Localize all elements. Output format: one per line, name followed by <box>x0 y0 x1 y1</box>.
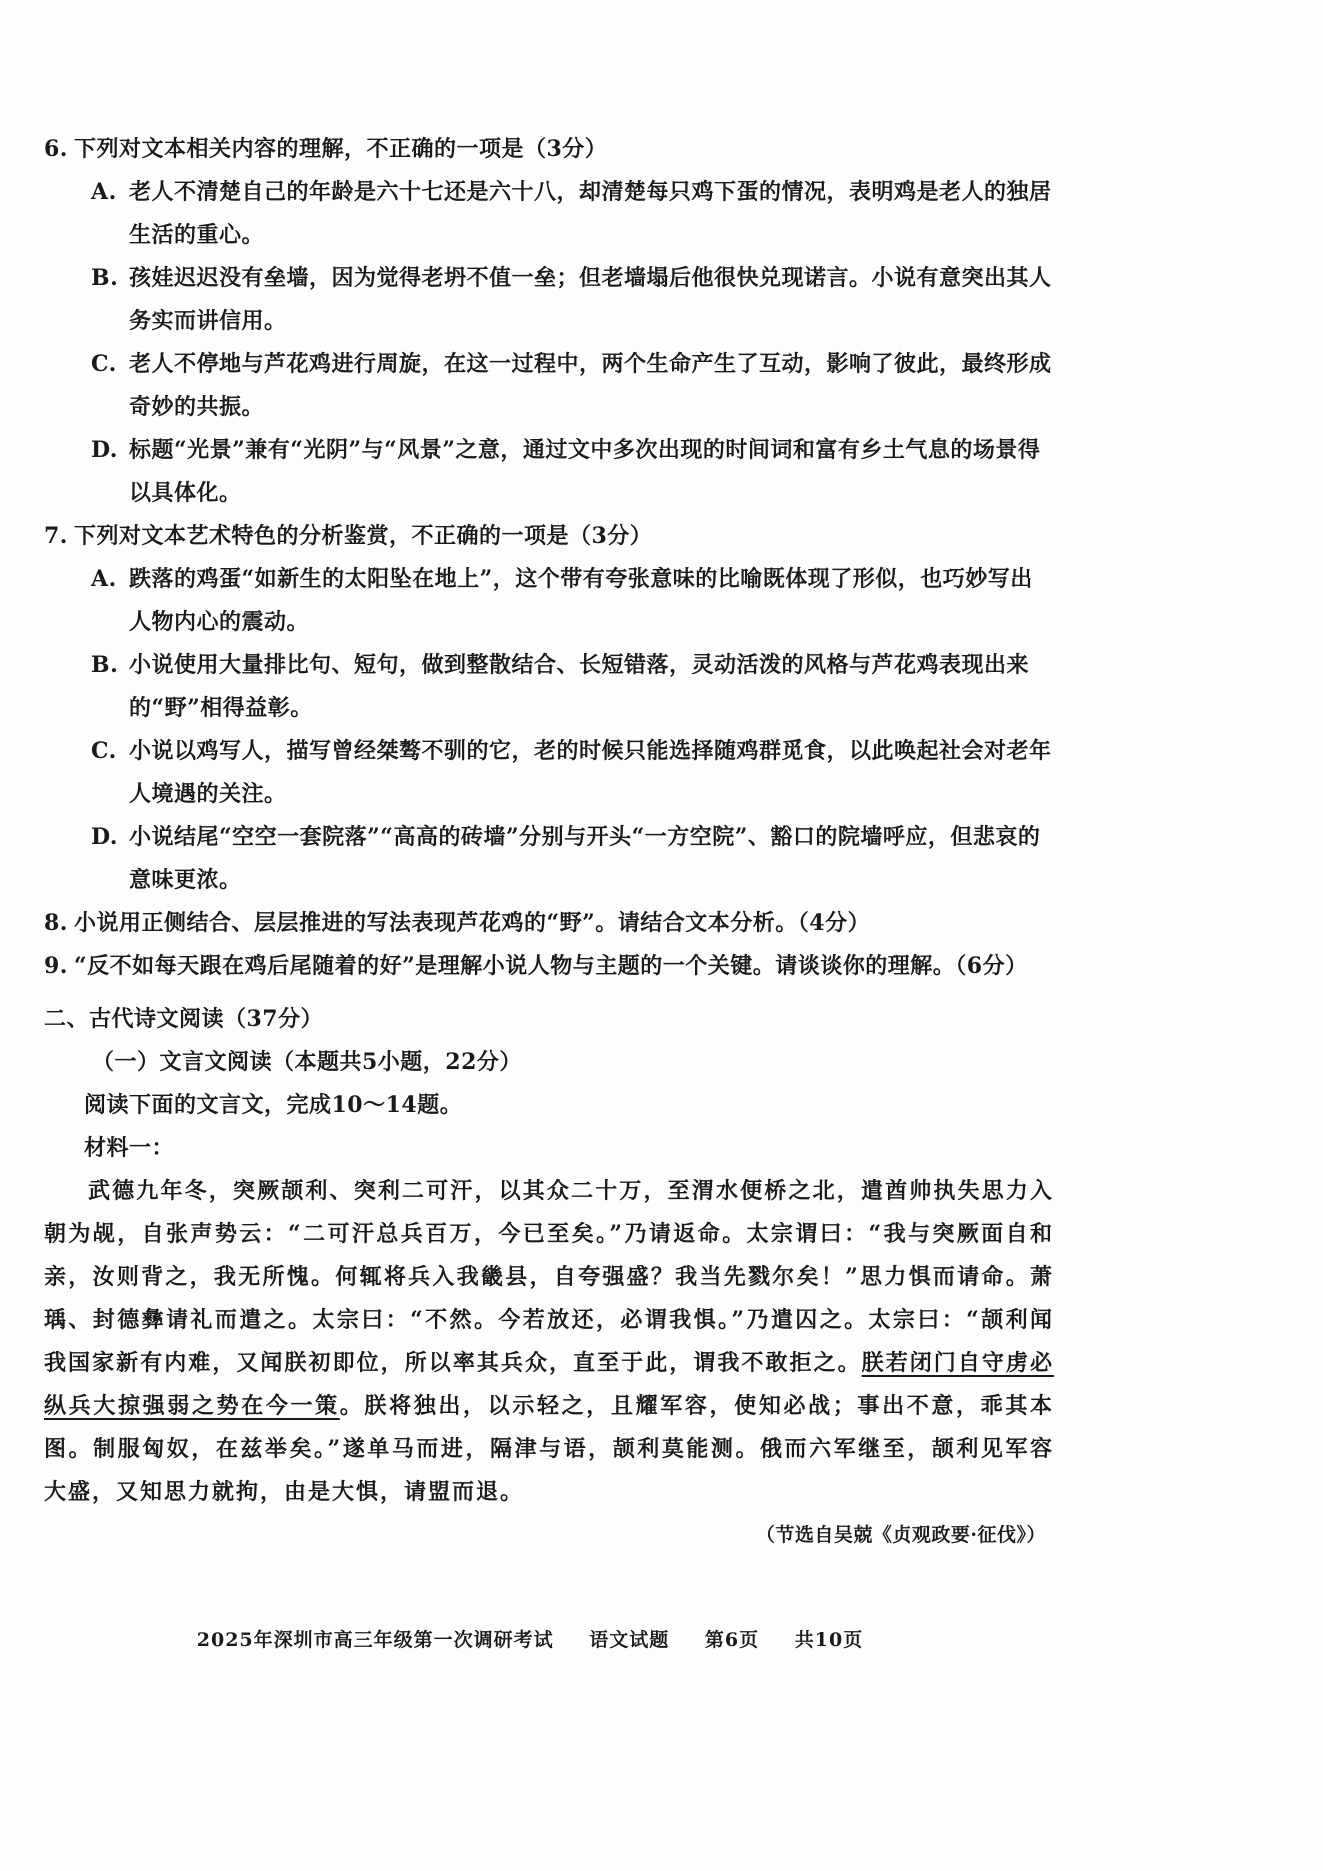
page-number: 第6页 <box>704 1629 760 1651</box>
option-d: D. 标题“光景”兼有“光阴”与“风景”之意，通过文中多次出现的时间词和富有乡土气息的场景得以具体化。 <box>91 437 1041 506</box>
question-6 <box>44 128 1054 515</box>
classical-passage <box>44 1170 1054 1514</box>
question-text: 下列对文本相关内容的理解，不正确的一项是（3分） <box>74 136 608 162</box>
page-content <box>44 128 1054 1557</box>
reading-instruction: 阅读下面的文言文，完成10～14题。 <box>84 1092 463 1118</box>
question-number: 7. <box>44 523 68 549</box>
option-a: A. 跌落的鸡蛋“如新生的太阳坠在地上”，这个带有夸张意味的比喻既体现了形似，也巧妙写出人物内心的震动。 <box>91 566 1033 635</box>
page-footer <box>0 1625 1060 1652</box>
question-8 <box>44 902 1054 945</box>
question-stem <box>44 128 1054 171</box>
section-subtitle: （一）文言文阅读（本题共5小题，22分） <box>92 1049 522 1075</box>
question-number: 9. <box>44 953 68 979</box>
question-text: “反不如每天跟在鸡后尾随着的好”是理解小说人物与主题的一个关键。请谈谈你的理解。（6分） <box>74 953 1028 979</box>
passage-text: 武德九年冬，突厥颉利、突利二可汗，以其众二十万，至渭水便桥之北，遣酋帅执失思力入朝为觇，自张声势云：“二可汗总兵百万，今已至矣。”乃请返命。太宗谓曰：“我与突厥面自和亲，汝则背之，我无所愧。何辄将兵入我畿县，自夸强盛？我当先戮尔矣！”思力惧而请命。萧瑀、封德彝请礼而遣之。太宗曰：“不然。今若放还，必谓我惧。”乃遣囚之。太宗曰：“颉利闻我国家新有内难，又闻朕初即位，所以率其兵众，直至于此，谓我不敢拒之。 <box>44 1178 1054 1376</box>
question-number: 6. <box>44 136 68 162</box>
question-number: 8. <box>44 910 68 936</box>
option-d: D. 小说结尾“空空一套院落”“高高的砖墙”分别与开头“一方空院”、豁口的院墙呼应，但悲哀的意味更浓。 <box>91 824 1041 893</box>
subject-name: 语文试题 <box>589 1629 670 1651</box>
question-9 <box>44 945 1054 988</box>
passage-text-continued: 。朕将独出，以示轻之，且耀军容，使知必战；事出不意，乖其本图。制服匈奴，在兹举矣。”遂单马而进，隔津与语，颉利莫能测。俄而六军继至，颉利见军容大盛，又知思力就拘，由是大惧，请盟而退。 <box>44 1393 1054 1505</box>
option-c: C. 小说以鸡写人，描写曾经桀骜不驯的它，老的时候只能选择随鸡群觅食，以此唤起社会对老年人境遇的关注。 <box>91 738 1052 807</box>
total-pages: 共10页 <box>794 1629 864 1651</box>
option-a: A. 老人不清楚自己的年龄是六十七还是六十八，却清楚每只鸡下蛋的情况，表明鸡是老人的独居生活的重心。 <box>91 179 1052 248</box>
question-stem <box>44 515 1054 558</box>
exam-name: 2025年深圳市高三年级第一次调研考试 <box>196 1629 554 1651</box>
question-7 <box>44 515 1054 902</box>
passage-source: （节选自吴兢《贞观政要·征伐》） <box>755 1524 1046 1546</box>
question-text: 小说用正侧结合、层层推进的写法表现芦花鸡的“野”。请结合文本分析。（4分） <box>74 910 871 936</box>
section-title: 二、古代诗文阅读（37分） <box>44 1006 324 1032</box>
option-c: C. 老人不停地与芦花鸡进行周旋，在这一过程中，两个生命产生了互动，影响了彼此，最终形成奇妙的共振。 <box>91 351 1052 420</box>
material-label: 材料一： <box>84 1135 175 1161</box>
option-b: B. 孩娃迟迟没有垒墙，因为觉得老坍不值一垒；但老墙塌后他很快兑现诺言。小说有意突出其人务实而讲信用。 <box>91 265 1052 334</box>
option-b: B. 小说使用大量排比句、短句，做到整散结合、长短错落，灵动活泼的风格与芦花鸡表现出来的“野”相得益彰。 <box>91 652 1030 721</box>
question-text: 下列对文本艺术特色的分析鉴赏，不正确的一项是（3分） <box>74 523 653 549</box>
underlined-sentence: 朕若闭门自守虏必纵兵大掠强弱之势在今一策 <box>44 1350 1054 1419</box>
